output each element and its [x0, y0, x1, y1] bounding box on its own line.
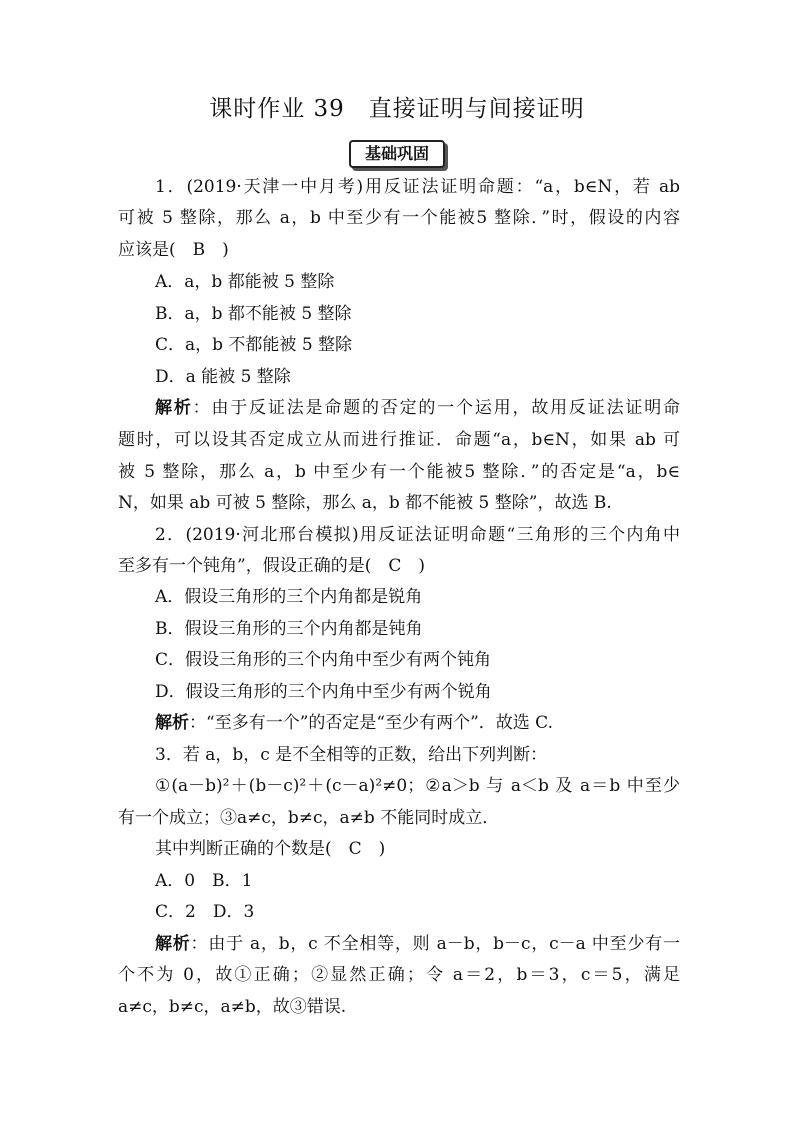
- q2-option-a: A．假设三角形的三个内角都是锐角: [155, 587, 423, 607]
- q3-analysis-line-1: [155, 932, 680, 956]
- q1-analysis-label: 解析: [155, 398, 193, 418]
- q2-option-c: C．假设三角形的三个内角中至少有两个钝角: [155, 650, 492, 670]
- q1-option-b: B．a，b 都不能被 5 整除: [155, 304, 352, 324]
- section-badge-wrapper: [0, 140, 794, 168]
- q1-stem-line-3: 应该是( B ): [118, 240, 229, 260]
- q3-analysis-text-1: ：由于 a，b，c 不全相等，则 a－b，b－c，c－a 中至少有一: [190, 934, 681, 954]
- q2-analysis-label: 解析: [155, 713, 189, 733]
- q1-analysis-line-3: 被 5 整除，那么 a，b 中至少有一个能被5 整除．”的否定是“a，b∈: [118, 462, 680, 482]
- q1-analysis-line-4: N，如果 ab 可被 5 整除，那么 a，b 都不能被 5 整除”，故选 B.: [118, 493, 612, 513]
- q2-stem-line-2: 至多有一个钝角”，假设正确的是( C ): [118, 556, 425, 576]
- q2-analysis-line-1: [155, 711, 680, 735]
- q2-analysis-text-1: ：“至多有一个”的否定是“至少有两个”．故选 C.: [189, 713, 553, 733]
- q3-stem-line-3: 有一个成立；③a≠c，b≠c，a≠b 不能同时成立．: [118, 808, 500, 828]
- q3-analysis-line-3: a≠c，b≠c，a≠b，故③错误.: [118, 997, 347, 1017]
- q1-stem-line-1: 1．(2019·天津一中月考)用反证法证明命题：“a，b∈N，若 ab: [155, 177, 680, 197]
- q3-stem-line-2: ①(a－b)²＋(b－c)²＋(c－a)²≠0；②a＞b 与 a＜b 及 a＝b 中至少: [155, 776, 680, 796]
- q1-stem-line-2: 可被 5 整除，那么 a，b 中至少有一个能被5 整除．”时，假设的内容: [118, 208, 680, 228]
- q3-options-ab: A．0 B．1: [155, 871, 253, 891]
- q3-stem-line-1: 3．若 a，b，c 是不全相等的正数，给出下列判断：: [155, 745, 548, 765]
- q3-options-cd: C．2 D．3: [155, 902, 255, 922]
- q3-stem-line-4: 其中判断正确的个数是( C ): [155, 839, 386, 859]
- q3-analysis-label: 解析: [155, 934, 191, 954]
- q1-analysis-line-1: [155, 396, 680, 420]
- page-title: 课时作业 39 直接证明与间接证明: [209, 96, 585, 122]
- q1-option-a: A．a，b 都能被 5 整除: [155, 272, 335, 292]
- q2-option-d: D．假设三角形的三个内角中至少有两个锐角: [155, 682, 492, 702]
- q1-option-d: D．a 能被 5 整除: [155, 367, 291, 387]
- q1-analysis-line-2: 题时，可以设其否定成立从而进行推证．命题“a，b∈N，如果 ab 可: [118, 430, 680, 450]
- q2-stem-line-1: 2．(2019·河北邢台模拟)用反证法证明命题“三角形的三个内角中: [155, 525, 680, 545]
- q3-analysis-line-2: 个不为 0，故①正确；②显然正确；令 a＝2，b＝3，c＝5，满足: [118, 965, 680, 985]
- section-badge: 基础巩固: [349, 140, 445, 168]
- q1-option-c: C．a，b 不都能被 5 整除: [155, 335, 353, 355]
- q1-analysis-text-1: ：由于反证法是命题的否定的一个运用，故用反证法证明命: [192, 398, 681, 418]
- q2-option-b: B．假设三角形的三个内角都是钝角: [155, 619, 423, 639]
